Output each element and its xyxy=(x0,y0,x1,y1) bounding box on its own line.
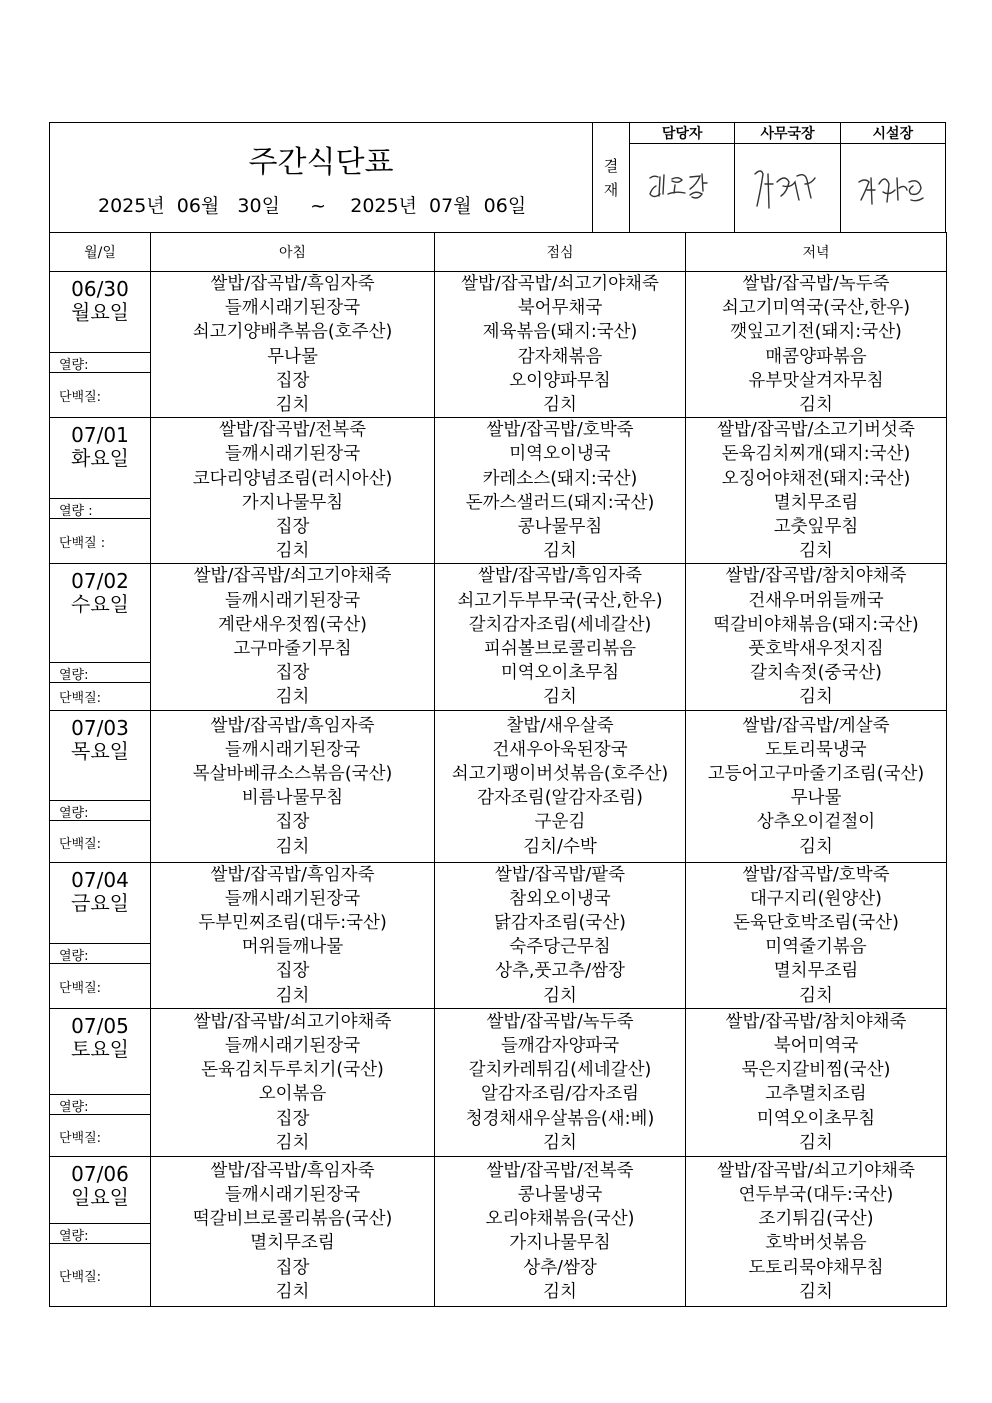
lunch-item: 닭감자조림(국산) xyxy=(494,913,626,934)
lunch-item: 김치 xyxy=(543,687,577,708)
day-cell xyxy=(50,564,151,710)
breakfast-item: 가지나물무침 xyxy=(241,492,344,513)
role-office-director: 사무국장 xyxy=(735,123,840,144)
dinner-item: 유부맛살겨자무침 xyxy=(748,370,884,391)
day-weekday: 화요일 xyxy=(71,446,129,471)
protein-label: 단백질 : xyxy=(59,536,106,552)
lunch-item: 갈치감자조림(세네갈산) xyxy=(468,614,652,635)
dinner-cell xyxy=(686,418,947,564)
lunch-cell xyxy=(435,710,686,862)
breakfast-item: 무나물 xyxy=(267,346,318,367)
lunch-cell xyxy=(435,272,686,418)
breakfast-item: 멸치무조림 xyxy=(250,1233,335,1254)
column-dinner: 저녁 xyxy=(686,233,947,272)
breakfast-cell xyxy=(151,272,435,418)
lunch-item: 알감자조림/감자조림 xyxy=(480,1084,640,1105)
lunch-item: 상추/쌈장 xyxy=(523,1257,597,1278)
kcal-label: 열량 : xyxy=(59,504,93,520)
breakfast-cell xyxy=(151,564,435,710)
breakfast-cell xyxy=(151,1008,435,1156)
lunch-item: 돈까스샐러드(돼지:국산) xyxy=(465,492,655,513)
divider xyxy=(50,518,150,519)
breakfast-item: 집장 xyxy=(275,663,310,684)
breakfast-item: 쇠고기양배추볶음(호주산) xyxy=(192,322,393,343)
lunch-item: 참외오이냉국 xyxy=(509,888,611,909)
breakfast-item: 김치 xyxy=(275,395,310,416)
lunch-item: 미역오이냉국 xyxy=(509,444,611,465)
lunch-item: 김치/수박 xyxy=(523,836,597,857)
lunch-item: 갈치카레튀김(세네갈산) xyxy=(468,1060,652,1081)
day-cell xyxy=(50,862,151,1008)
divider xyxy=(50,963,150,964)
protein-label: 단백질: xyxy=(59,1130,102,1146)
approval-label-1: 결 xyxy=(603,156,619,175)
breakfast-item: 코다리양념조림(러시아산) xyxy=(192,468,393,489)
header-table xyxy=(49,122,946,233)
lunch-item: 쇠고기팽이버섯볶음(호주산) xyxy=(451,763,669,784)
breakfast-item: 쌀밥/잡곡밥/흑임자죽 xyxy=(210,274,375,294)
breakfast-item: 고구마줄기무침 xyxy=(233,639,352,660)
day-weekday: 수요일 xyxy=(71,592,129,617)
breakfast-item: 김치 xyxy=(275,1281,310,1302)
dinner-item: 쇠고기미역국(국산,한우) xyxy=(721,298,911,319)
breakfast-item: 떡갈비브로콜리볶음(국산) xyxy=(192,1209,393,1230)
day-date: 06/30 xyxy=(71,277,129,301)
day-date: 07/06 xyxy=(71,1161,129,1186)
dinner-cell xyxy=(686,710,947,862)
dinner-item: 쌀밥/잡곡밥/녹두죽 xyxy=(742,274,890,294)
role-facility-head: 시설장 xyxy=(840,123,945,144)
dinner-item: 돈육김치찌개(돼지:국산) xyxy=(721,444,911,465)
signature-office-director xyxy=(735,144,840,233)
lunch-item: 콩나물냉국 xyxy=(517,1184,603,1205)
approval-label xyxy=(593,123,630,233)
breakfast-cell xyxy=(151,862,435,1008)
lunch-item: 김치 xyxy=(543,985,577,1006)
lunch-item: 쌀밥/잡곡밥/쇠고기야채죽 xyxy=(461,274,659,294)
signature-manager-image xyxy=(630,144,728,232)
lunch-item: 찰밥/새우살죽 xyxy=(506,715,614,736)
lunch-cell xyxy=(435,1156,686,1306)
lunch-item: 쌀밥/잡곡밥/전복죽 xyxy=(486,1160,634,1181)
breakfast-item: 집장 xyxy=(275,517,310,538)
title-cell xyxy=(50,123,593,233)
breakfast-item: 김치 xyxy=(275,985,310,1006)
breakfast-item: 계란새우젓찜(국산) xyxy=(218,614,367,635)
breakfast-item: 쌀밥/잡곡밥/쇠고기야채죽 xyxy=(193,566,392,587)
divider xyxy=(50,498,150,499)
lunch-item: 숙주당근무침 xyxy=(509,937,611,958)
breakfast-item: 들깨시래기된장국 xyxy=(224,1035,361,1056)
dinner-item: 고추멸치조림 xyxy=(765,1084,867,1105)
kcal-label: 열량: xyxy=(59,805,89,821)
dinner-item: 고춧잎무침 xyxy=(773,517,859,538)
dinner-item: 대구지리(원양산) xyxy=(750,888,882,909)
divider xyxy=(50,1223,150,1224)
signature-facility-head xyxy=(840,144,945,233)
day-row xyxy=(50,1156,947,1306)
dinner-item: 풋호박새우젓지짐 xyxy=(748,639,884,660)
kcal-label: 열량: xyxy=(59,358,89,373)
dinner-item: 도토리묵야채무침 xyxy=(748,1257,884,1278)
dinner-cell xyxy=(686,272,947,418)
column-date: 월/일 xyxy=(50,233,151,272)
divider xyxy=(50,372,150,373)
dinner-item: 건새우머위들깨국 xyxy=(748,590,884,611)
day-cell xyxy=(50,1008,151,1156)
dinner-item: 묵은지갈비찜(국산) xyxy=(741,1060,891,1081)
period-range: 2025년 06월 30일 ~ 2025년 07월 06일 xyxy=(98,195,527,217)
breakfast-item: 집장 xyxy=(275,370,310,391)
day-row xyxy=(50,1008,947,1156)
breakfast-item: 집장 xyxy=(275,1257,310,1278)
dinner-item: 고등어고구마줄기조림(국산) xyxy=(707,763,925,784)
lunch-cell xyxy=(435,862,686,1008)
kcal-label: 열량: xyxy=(59,668,89,684)
breakfast-item: 쌀밥/잡곡밥/전복죽 xyxy=(218,420,367,441)
dinner-item: 김치 xyxy=(799,395,833,416)
dinner-item: 오징어야채전(돼지:국산) xyxy=(721,468,911,489)
divider xyxy=(50,1114,150,1115)
column-breakfast: 아침 xyxy=(151,233,435,272)
dinner-item: 무나물 xyxy=(790,788,842,809)
lunch-cell xyxy=(435,564,686,710)
breakfast-item: 오이볶음 xyxy=(258,1084,327,1105)
divider xyxy=(50,662,150,663)
dinner-item: 연두부국(대두:국산) xyxy=(738,1184,894,1205)
breakfast-item: 들깨시래기된장국 xyxy=(224,444,361,465)
kcal-label: 열량: xyxy=(59,1228,89,1244)
column-header-row xyxy=(50,233,947,272)
dinner-item: 쌀밥/잡곡밥/소고기버섯죽 xyxy=(717,420,915,441)
lunch-item: 상추,풋고추/쌈장 xyxy=(495,961,625,982)
dinner-item: 김치 xyxy=(799,541,833,562)
breakfast-item: 김치 xyxy=(275,541,310,562)
day-cell xyxy=(50,418,151,564)
dinner-item: 갈치속젓(중국산) xyxy=(750,663,882,684)
lunch-item: 들깨감자양파국 xyxy=(500,1035,620,1056)
day-date: 07/03 xyxy=(71,715,129,740)
lunch-item: 미역오이초무침 xyxy=(500,663,620,684)
breakfast-item: 김치 xyxy=(275,1132,310,1153)
breakfast-item: 비름나물무침 xyxy=(241,788,344,809)
lunch-item: 청경채새우살볶음(새:베) xyxy=(465,1108,655,1129)
dinner-item: 깻잎고기전(돼지:국산) xyxy=(730,322,902,343)
breakfast-item: 목살바베큐소스볶음(국산) xyxy=(192,763,393,784)
breakfast-item: 집장 xyxy=(275,812,310,833)
breakfast-item: 김치 xyxy=(275,836,310,857)
day-weekday: 월요일 xyxy=(71,300,129,324)
lunch-item: 쌀밥/잡곡밥/팥죽 xyxy=(494,864,626,885)
day-cell xyxy=(50,1156,151,1306)
protein-label: 단백질: xyxy=(59,1269,102,1285)
page-title: 주간식단표 xyxy=(248,145,394,180)
day-row xyxy=(50,272,947,418)
breakfast-item: 들깨시래기된장국 xyxy=(224,888,361,909)
breakfast-item: 들깨시래기된장국 xyxy=(224,298,361,319)
lunch-item: 쌀밥/잡곡밥/흑임자죽 xyxy=(478,566,642,587)
day-row xyxy=(50,564,947,710)
breakfast-item: 두부민찌조림(대두:국산) xyxy=(198,913,387,934)
lunch-item: 오리야채볶음(국산) xyxy=(485,1209,635,1230)
day-date: 07/02 xyxy=(71,569,129,594)
breakfast-item: 집장 xyxy=(275,961,310,982)
breakfast-item: 들깨시래기된장국 xyxy=(224,590,361,611)
signature-facility-head-image xyxy=(841,144,939,232)
dinner-cell xyxy=(686,862,947,1008)
dinner-item: 미역줄기볶음 xyxy=(765,937,867,958)
lunch-item: 콩나물무침 xyxy=(517,517,603,538)
breakfast-item: 집장 xyxy=(275,1108,310,1129)
day-weekday: 일요일 xyxy=(71,1184,129,1209)
lunch-item: 김치 xyxy=(543,541,577,562)
breakfast-cell xyxy=(151,1156,435,1306)
divider xyxy=(50,682,150,683)
dinner-item: 미역오이초무침 xyxy=(756,1108,876,1129)
lunch-item: 김치 xyxy=(543,1281,577,1302)
dinner-item: 김치 xyxy=(799,836,833,857)
protein-label: 단백질: xyxy=(59,691,102,707)
dinner-item: 매콤양파볶음 xyxy=(765,346,867,367)
breakfast-cell xyxy=(151,418,435,564)
signature-manager xyxy=(630,144,735,233)
lunch-item: 피쉬볼브로콜리볶음 xyxy=(483,639,637,660)
protein-label: 단백질: xyxy=(59,980,102,996)
dinner-item: 멸치무조림 xyxy=(773,492,859,513)
divider xyxy=(50,820,150,821)
lunch-item: 오이양파무침 xyxy=(509,370,611,391)
menu-sheet xyxy=(49,122,946,1301)
dinner-item: 돈육단호박조림(국산) xyxy=(733,913,899,934)
dinner-item: 김치 xyxy=(799,1281,833,1302)
breakfast-item: 쌀밥/잡곡밥/흑임자죽 xyxy=(210,864,375,885)
kcal-label: 열량: xyxy=(59,948,89,964)
breakfast-item: 쌀밥/잡곡밥/흑임자죽 xyxy=(210,1160,375,1181)
day-weekday: 목요일 xyxy=(71,738,129,763)
approval-label-2: 재 xyxy=(603,180,619,199)
lunch-cell xyxy=(435,418,686,564)
lunch-item: 구운김 xyxy=(534,812,586,833)
breakfast-item: 쌀밥/잡곡밥/쇠고기야채죽 xyxy=(193,1011,392,1032)
kcal-label: 열량: xyxy=(59,1099,89,1115)
breakfast-item: 김치 xyxy=(275,687,310,708)
dinner-item: 쌀밥/잡곡밥/쇠고기야채죽 xyxy=(717,1160,915,1181)
dinner-item: 김치 xyxy=(799,1132,833,1153)
dinner-item: 김치 xyxy=(799,985,833,1006)
lunch-item: 쌀밥/잡곡밥/녹두죽 xyxy=(486,1011,634,1032)
day-row xyxy=(50,862,947,1008)
dinner-item: 북어미역국 xyxy=(773,1035,859,1056)
dinner-cell xyxy=(686,564,947,710)
role-manager: 담당자 xyxy=(630,123,735,144)
breakfast-item: 머위들깨나물 xyxy=(241,937,344,958)
dinner-item: 도토리묵냉국 xyxy=(765,739,867,760)
dinner-cell xyxy=(686,1008,947,1156)
lunch-item: 제육볶음(돼지:국산) xyxy=(482,322,638,343)
signature-office-director-image xyxy=(735,144,833,232)
lunch-item: 북어무채국 xyxy=(517,298,603,319)
dinner-item: 쌀밥/잡곡밥/참치야채죽 xyxy=(725,566,907,587)
dinner-item: 조기튀김(국산) xyxy=(758,1209,874,1230)
dinner-cell xyxy=(686,1156,947,1306)
lunch-item: 카레소스(돼지:국산) xyxy=(482,468,638,489)
dinner-item: 상추오이겉절이 xyxy=(756,812,876,833)
dinner-item: 멸치무조림 xyxy=(773,961,859,982)
lunch-item: 건새우아욱된장국 xyxy=(492,739,628,760)
day-cell xyxy=(50,710,151,862)
dinner-item: 쌀밥/잡곡밥/호박죽 xyxy=(742,864,890,885)
lunch-item: 김치 xyxy=(543,395,577,416)
lunch-item: 감자채볶음 xyxy=(517,346,603,367)
divider xyxy=(50,352,150,353)
dinner-item: 쌀밥/잡곡밥/참치야채죽 xyxy=(725,1011,907,1032)
lunch-cell xyxy=(435,1008,686,1156)
divider xyxy=(50,943,150,944)
dinner-item: 떡갈비야채볶음(돼지:국산) xyxy=(713,614,919,635)
divider xyxy=(50,1094,150,1095)
day-row xyxy=(50,418,947,564)
divider xyxy=(50,800,150,801)
divider xyxy=(50,1243,150,1244)
dinner-item: 호박버섯볶음 xyxy=(765,1233,867,1254)
day-date: 07/05 xyxy=(71,1013,129,1038)
day-date: 07/01 xyxy=(71,423,129,448)
column-lunch: 점심 xyxy=(435,233,686,272)
breakfast-item: 들깨시래기된장국 xyxy=(224,1184,361,1205)
breakfast-item: 쌀밥/잡곡밥/흑임자죽 xyxy=(210,715,375,736)
lunch-item: 김치 xyxy=(543,1132,577,1153)
lunch-item: 가지나물무침 xyxy=(509,1233,611,1254)
dinner-item: 쌀밥/잡곡밥/게살죽 xyxy=(742,715,890,736)
day-weekday: 토요일 xyxy=(71,1036,129,1061)
menu-table xyxy=(49,232,947,1307)
breakfast-cell xyxy=(151,710,435,862)
lunch-item: 감자조림(알감자조림) xyxy=(477,788,643,809)
breakfast-item: 들깨시래기된장국 xyxy=(224,739,361,760)
lunch-item: 쇠고기두부무국(국산,한우) xyxy=(457,590,663,611)
day-weekday: 금요일 xyxy=(71,890,129,915)
day-row xyxy=(50,710,947,862)
protein-label: 단백질: xyxy=(59,836,102,852)
day-date: 07/04 xyxy=(71,867,129,892)
lunch-item: 쌀밥/잡곡밥/호박죽 xyxy=(486,420,634,441)
day-cell xyxy=(50,272,151,418)
dinner-item: 김치 xyxy=(799,687,833,708)
breakfast-item: 돈육김치두루치기(국산) xyxy=(201,1060,384,1081)
protein-label: 단백질: xyxy=(59,390,102,405)
